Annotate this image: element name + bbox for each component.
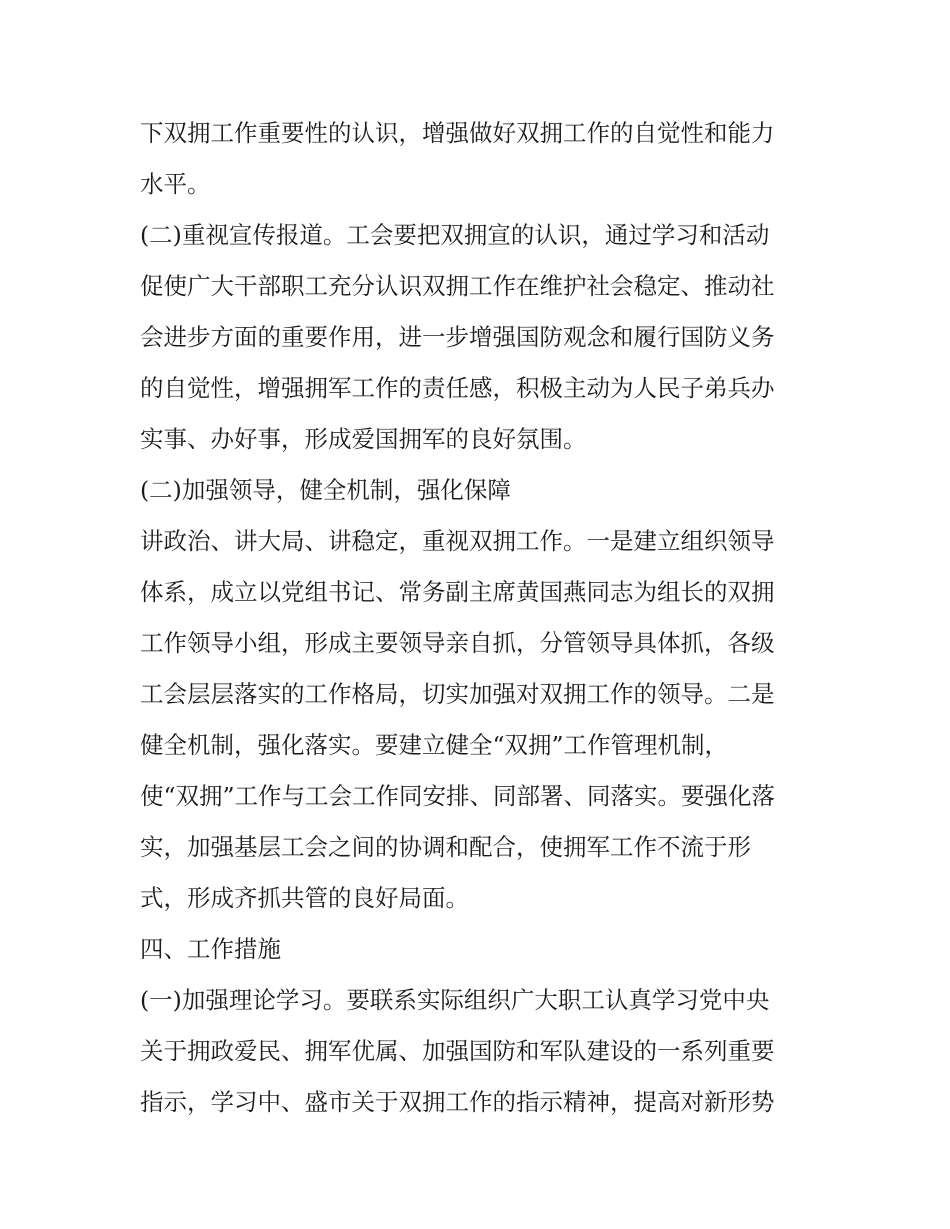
text-line: 工作领导小组，形成主要领导亲自抓，分管领导具体抓，各级	[140, 629, 775, 657]
text-line: (一)加强理论学习。要联系实际组织广大职工认真学习党中央	[140, 986, 770, 1014]
text-line: 使“双拥”工作与工会工作同安排、同部署、同落实。要强化落	[140, 782, 776, 810]
text-line: (二)重视宣传报道。工会要把双拥宣的认识，通过学习和活动	[140, 221, 770, 249]
text-line: 水平。	[140, 170, 211, 198]
text-line: 实，加强基层工会之间的协调和配合，使拥军工作不流于形	[140, 833, 751, 861]
document-body	[140, 108, 830, 1128]
text-line: 关于拥政爱民、拥军优属、加强国防和军队建设的一系列重要	[140, 1037, 775, 1065]
text-line: 健全机制，强化落实。要建立健全“双拥”工作管理机制，	[140, 731, 729, 759]
text-line: 工会层层落实的工作格局，切实加强对双拥工作的领导。二是	[140, 680, 775, 708]
text-line: 的自觉性，增强拥军工作的责任感，积极主动为人民子弟兵办	[140, 374, 775, 402]
text-line: 讲政治、讲大局、讲稳定，重视双拥工作。一是建立组织领导	[140, 527, 775, 555]
text-line: 促使广大干部职工充分认识双拥工作在维护社会稳定、推动社	[140, 272, 775, 300]
section-heading: (二)加强领导，健全机制，强化保障	[140, 476, 511, 504]
text-line: 实事、办好事，形成爱国拥军的良好氛围。	[140, 425, 587, 453]
text-line: 下双拥工作重要性的认识，增强做好双拥工作的自觉性和能力	[140, 119, 775, 147]
text-line: 指示，学习中、盛市关于双拥工作的指示精神，提高对新形势	[140, 1088, 775, 1116]
text-line: 体系，成立以党组书记、常务副主席黄国燕同志为组长的双拥	[140, 578, 775, 606]
text-line: 式，形成齐抓共管的良好局面。	[140, 884, 469, 912]
text-line: 会进步方面的重要作用，进一步增强国防观念和履行国防义务	[140, 323, 775, 351]
section-heading: 四、工作措施	[140, 935, 281, 963]
